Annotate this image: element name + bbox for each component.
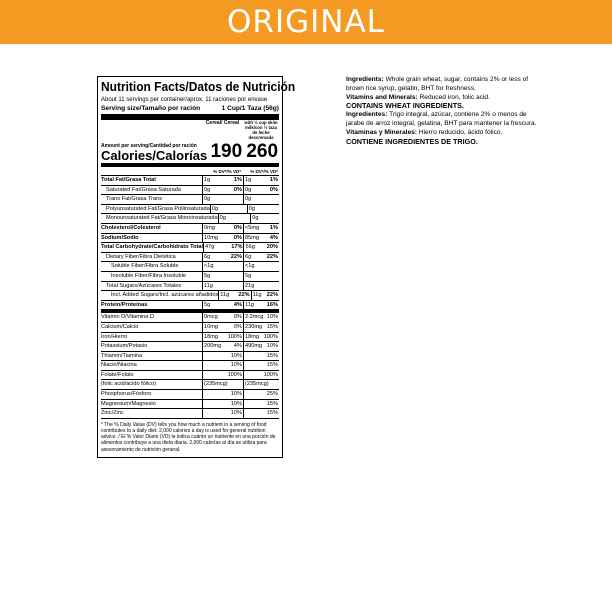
milk-cell — [243, 186, 279, 195]
ingredientes-text: Trigo integral, azúcar, contiene 2% o menos de jarabe de arroz integral, gelatina, BHT para mantener la frescura. — [346, 111, 537, 127]
cereal-cell — [210, 205, 247, 214]
milk-cell — [243, 253, 279, 262]
milk-amount: 11g — [252, 292, 262, 299]
cereal-percent: 10% — [230, 391, 242, 398]
cereal-amount: 18mg — [204, 333, 218, 340]
milk-amount: 0g — [248, 205, 255, 212]
milk-cell — [243, 380, 279, 389]
cereal-amount: 11g — [204, 282, 213, 289]
allergen-statement-spanish: CONTIENE INGREDIENTES DE TRIGO. — [346, 136, 478, 146]
cereal-cell — [203, 243, 243, 252]
cereal-cell — [202, 301, 243, 310]
nutrient-label: Iron/Hierro — [101, 333, 128, 340]
milk-percent: 0% — [269, 186, 278, 193]
cereal-amount: 200mg — [204, 343, 222, 350]
nutrient-label: Vitamin D/Vitamina D — [101, 314, 154, 321]
nutrient-row — [101, 186, 279, 196]
vitamin-row — [101, 400, 279, 410]
milk-cell — [251, 291, 279, 300]
milk-amount: 5g — [245, 272, 252, 279]
milk-cell — [247, 205, 279, 214]
milk-percent: 15% — [266, 362, 278, 369]
milk-percent: 100% — [263, 371, 278, 378]
dv-header-cereal: % DV*/% VD* — [213, 168, 241, 174]
vitamin-row — [101, 342, 279, 352]
vitamin-row — [101, 313, 279, 323]
nutrient-label: Zinc/Zinc — [101, 410, 124, 417]
nutrient-row — [101, 176, 279, 186]
milk-percent: 15% — [266, 410, 278, 417]
dv-header-milk: % DV*/% VD* — [250, 168, 278, 174]
nutrition-facts-title: Nutrition Facts/Datos de Nutrición — [101, 79, 296, 94]
cereal-cell — [202, 195, 243, 204]
cereal-cell — [202, 352, 243, 361]
vitamin-row — [101, 380, 279, 390]
nutrient-row — [101, 262, 279, 272]
nutrient-label: Trans Fat/Grasa Trans — [106, 196, 163, 203]
serving-size-value: 1 Cup/1 Taza (56g) — [221, 105, 279, 112]
vitamins-minerals-text: Reduced iron, folic acid. — [417, 93, 490, 101]
cereal-amount: 0mg — [204, 224, 215, 231]
milk-column-header: with ½ cup skim milk/con ½ taza de leche descremada — [244, 120, 278, 140]
cereal-amount: 11g — [220, 292, 230, 299]
vitamin-row — [101, 371, 279, 381]
nutrient-label: Incl. Added Sugars/Incl. azúcares añadidos — [111, 292, 219, 299]
nutrient-row — [101, 195, 279, 205]
nutrient-label: Polyunsaturated Fat/Grasa Poliinsaturada — [106, 205, 210, 212]
milk-percent: 100% — [263, 333, 278, 340]
vitaminas-minerales-text: Hierro reducido, ácido fólico. — [416, 128, 503, 136]
ingredients-label: Ingredients: — [346, 76, 384, 83]
milk-cell — [243, 272, 279, 281]
calories-milk-value: 260 — [246, 141, 279, 162]
nutrient-row — [101, 272, 279, 282]
cereal-cell — [202, 323, 243, 332]
cereal-cell — [202, 380, 243, 389]
cereal-amount: 1g — [204, 177, 211, 183]
milk-amount: 0g — [245, 186, 252, 193]
nutrient-row — [101, 301, 279, 314]
cereal-cell — [202, 224, 243, 233]
milk-amount: <1g — [245, 263, 255, 270]
ingredients-english — [346, 76, 546, 94]
vitamin-row — [101, 409, 279, 419]
cereal-cell — [202, 262, 243, 271]
nutrient-label: Total Sugars/Azúcares Totales — [106, 282, 182, 289]
cereal-amount: <1g — [204, 263, 214, 270]
nutrient-label: Sodium/Sodio — [101, 234, 139, 241]
nutrient-row — [101, 282, 279, 292]
cereal-cell — [202, 234, 243, 243]
milk-cell — [243, 176, 279, 185]
nutrient-label: Protein/Proteínas — [101, 301, 148, 308]
ingredientes-label: Ingredientes: — [346, 111, 388, 119]
cereal-cell — [218, 291, 250, 300]
nutrient-label: Calcium/Calcio — [101, 323, 139, 330]
cereal-percent: 10% — [230, 352, 242, 359]
cereal-amount: 47g — [205, 244, 215, 251]
cereal-cell — [202, 333, 243, 342]
milk-cell — [243, 282, 279, 291]
cereal-percent: 0% — [233, 323, 242, 330]
nutrient-rows — [101, 176, 279, 313]
milk-cell — [243, 262, 279, 271]
milk-cell — [243, 243, 279, 252]
flavor-title: ORIGINAL — [227, 4, 385, 40]
cereal-amount: 5g — [204, 272, 211, 279]
cereal-percent: 0% — [233, 314, 242, 321]
cereal-cell — [218, 214, 251, 223]
cereal-cell — [202, 186, 243, 195]
cereal-percent: 0% — [233, 234, 242, 241]
nutrient-label: Total Carbohydrate/Carbohidrato Total — [101, 244, 204, 251]
milk-cell — [243, 352, 279, 361]
milk-cell — [243, 390, 279, 399]
calories-row — [101, 142, 279, 167]
nutrient-label: Folate/Folato — [101, 371, 134, 378]
milk-amount: 85mg — [245, 234, 259, 241]
cereal-percent: 1% — [233, 177, 242, 183]
milk-cell — [243, 342, 279, 351]
milk-amount: <5mg — [245, 224, 260, 231]
vitamins-minerals-label: Vitamins and Minerals: — [346, 93, 418, 101]
nutrient-row — [101, 214, 279, 224]
nutrient-label: Soluble Fiber/Fibra Soluble — [111, 263, 179, 270]
nutrient-label: Niacin/Niacina — [101, 362, 137, 369]
cereal-cell — [202, 176, 243, 185]
milk-amount: 0g — [252, 215, 259, 222]
milk-amount: 1g — [245, 177, 252, 183]
nutrient-label: Cholesterol/Colesterol — [101, 224, 161, 231]
cereal-cell — [202, 282, 243, 291]
flavor-banner — [0, 0, 612, 44]
cereal-cell — [202, 400, 243, 409]
vitamin-row — [101, 361, 279, 371]
vitamin-rows — [101, 313, 279, 419]
cereal-amount: 0g — [211, 205, 219, 212]
calories-label: Calories/Calorías — [101, 148, 208, 163]
column-headers — [101, 120, 279, 142]
milk-percent: 15% — [266, 400, 278, 407]
milk-cell — [243, 400, 279, 409]
cereal-cell — [202, 409, 243, 418]
milk-percent: 15% — [266, 323, 278, 330]
cereal-cell — [202, 390, 243, 399]
milk-percent: 4% — [269, 234, 278, 241]
cereal-percent: 10% — [230, 410, 242, 417]
milk-amount: 56g — [245, 244, 255, 251]
vitamin-row — [101, 390, 279, 400]
cereal-percent: 0% — [233, 224, 242, 231]
cereal-cell — [202, 371, 243, 380]
milk-percent: 25% — [266, 391, 278, 398]
cereal-column-header: Cereal/ Cereal — [205, 120, 240, 126]
cereal-amount: 0g — [204, 186, 211, 193]
cereal-percent: 10% — [230, 400, 242, 407]
milk-amount: 2.2mcg — [245, 314, 264, 321]
nutrient-row — [101, 234, 279, 244]
daily-value-header — [101, 167, 279, 176]
milk-percent: 1% — [269, 177, 278, 183]
nutrient-label: Magnesium/Magnesio — [101, 400, 156, 407]
cereal-percent: 0% — [233, 186, 242, 193]
cereal-cell — [202, 253, 243, 262]
milk-cell — [243, 301, 279, 310]
cereal-percent: 10% — [230, 362, 242, 369]
cereal-percent: 100% — [227, 333, 242, 340]
milk-amount: 18mg — [245, 333, 259, 340]
nutrient-label: (folic acid/ácido fólico) — [101, 381, 157, 388]
milk-amount: 490mg — [245, 343, 263, 350]
cereal-amount: (235mcg) — [204, 381, 228, 388]
milk-cell — [243, 224, 279, 233]
nutrient-row — [101, 253, 279, 263]
ingredients-text: Whole grain wheat, sugar, contains 2% or less of brown rice syrup, gelatin, BHT for freshness. — [346, 76, 529, 92]
vitamin-row — [101, 323, 279, 333]
cereal-amount: 0g — [219, 215, 226, 222]
milk-percent: 1% — [269, 224, 278, 231]
cereal-amount: 6g — [204, 253, 211, 260]
nutrient-label: Monounsaturated Fat/Grasa Monoinsaturada — [106, 215, 218, 222]
milk-percent: 10% — [266, 314, 278, 321]
cereal-amount: 5g — [204, 301, 211, 308]
allergen-statement-english: CONTAINS WHEAT INGREDIENTS. — [346, 101, 464, 111]
cereal-cell — [202, 313, 243, 322]
cereal-percent: 22% — [230, 253, 242, 260]
milk-amount: (235mcg) — [245, 381, 269, 388]
milk-cell — [250, 214, 279, 223]
milk-percent: 22% — [266, 253, 278, 260]
nutrient-label: Phosphorus/Fósforo — [101, 391, 152, 398]
serving-size-label: Serving size/Tamaño por ración — [101, 105, 201, 112]
vitamin-row — [101, 352, 279, 362]
milk-percent: 22% — [266, 292, 278, 299]
cereal-percent: 17% — [231, 244, 243, 251]
nutrient-row — [101, 243, 279, 253]
cereal-amount: 10mg — [204, 323, 218, 330]
daily-value-footnote: * The % Daily Value (DV) tells you how much a nutrient in a serving of food contributes to a daily diet. 2,000 calories a day is used for general nutrition advice. / El % Valor Diario (VD) le indica cuánto un nutriente en una porción de alimentos contribuye a una dieta diaria. 2,000 calorías al día se utiliza para asesoramiento de nutrición general. — [101, 421, 276, 453]
serving-size-row — [101, 104, 279, 120]
milk-percent: 16% — [266, 301, 278, 308]
cereal-percent: 4% — [233, 343, 242, 350]
cereal-amount: 10mg — [204, 234, 218, 241]
nutrient-row — [101, 291, 279, 301]
milk-cell — [243, 409, 279, 418]
milk-cell — [243, 323, 279, 332]
cereal-percent: 100% — [227, 371, 242, 378]
milk-cell — [243, 234, 279, 243]
nutrient-label: Thiamin/Tiamina — [101, 352, 143, 359]
milk-amount: 6g — [245, 253, 252, 260]
milk-amount: 21g — [245, 282, 255, 289]
servings-per-container: About 11 servings per container/aprox. 11 raciones por envase — [101, 97, 268, 103]
vitamin-row — [101, 333, 279, 343]
cereal-percent: 4% — [233, 301, 242, 308]
milk-cell — [243, 195, 279, 204]
vitaminas-minerales-label: Vitaminas y Minerales: — [346, 128, 417, 136]
cereal-percent: 22% — [238, 292, 250, 299]
ingredients-spanish — [346, 111, 546, 129]
ingredients-block — [346, 76, 546, 146]
nutrient-label: Potassium/Potasio — [101, 343, 148, 350]
milk-cell — [243, 313, 279, 322]
nutrition-facts-panel — [97, 76, 296, 458]
cereal-amount: 0g — [204, 196, 211, 203]
milk-cell — [243, 333, 279, 342]
amount-per-serving-label: Amount per serving/Cantidad por ración — [101, 143, 197, 149]
milk-percent: 20% — [266, 244, 278, 251]
cereal-cell — [202, 342, 243, 351]
milk-percent: 15% — [266, 352, 278, 359]
milk-cell — [243, 361, 279, 370]
nutrient-label: Insoluble Fiber/Fibra Insoluble — [111, 272, 186, 279]
nutrient-label: Total Fat/Grasa Total — [101, 177, 156, 183]
milk-percent: 10% — [266, 343, 278, 350]
nutrient-row — [101, 205, 279, 215]
nutrient-label: Dietary Fiber/Fibra Dietética — [106, 253, 176, 260]
nutrient-row — [101, 224, 279, 234]
cereal-cell — [202, 361, 243, 370]
milk-amount: 230mg — [245, 323, 263, 330]
milk-amount: 0g — [245, 196, 252, 203]
calories-cereal-value: 190 — [210, 141, 243, 162]
cereal-cell — [202, 272, 243, 281]
milk-cell — [243, 371, 279, 380]
milk-amount: 11g — [245, 301, 254, 308]
cereal-amount: 0mcg — [204, 314, 218, 321]
nutrient-label: Saturated Fat/Grasa Saturada — [106, 186, 181, 193]
